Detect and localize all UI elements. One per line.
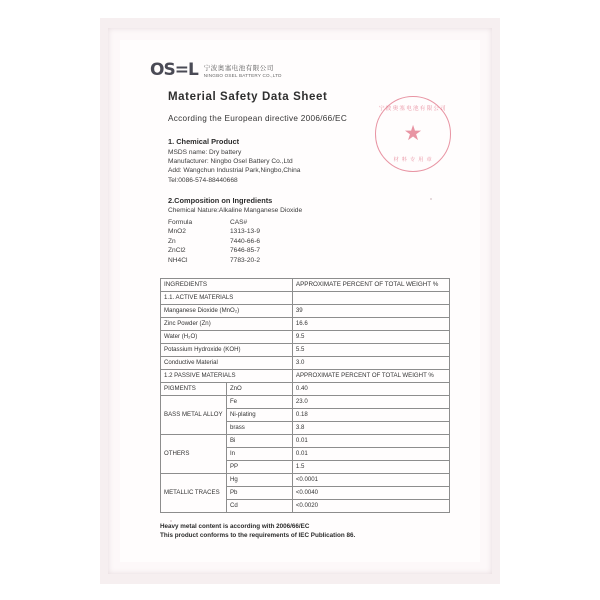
table-row [161, 473, 450, 486]
sub-name: Ni-plating [226, 408, 292, 421]
sub-value: 1.5 [292, 460, 449, 473]
table-row [161, 343, 450, 356]
section-composition [168, 196, 458, 216]
company-name-block [204, 65, 282, 79]
table-row [161, 304, 450, 317]
formula-name: ZnCl2 [168, 247, 186, 255]
passive-materials-label: 1.2 PASSIVE MATERIALS [161, 369, 293, 382]
formula-header-formula: Formula [168, 218, 193, 226]
footer-line-2: This product conforms to the requirements of IEC Publication 86. [160, 531, 356, 539]
section1-heading: 1. Chemical Product [168, 137, 240, 146]
group-label-bass-metal-alloy: BASS METAL ALLOY [161, 395, 227, 434]
star-icon: ★ [403, 122, 423, 146]
section2-subtitle: Chemical Nature:Alkaline Manganese Dioxide [168, 207, 303, 215]
formula-cas: 7440-66-6 [230, 237, 261, 245]
table-row [161, 356, 450, 369]
sub-value: <0.0020 [292, 499, 449, 512]
formula-header-row [168, 218, 458, 228]
sub-name: brass [226, 421, 292, 434]
active-materials-label: 1.1. ACTIVE MATERIALS [161, 291, 293, 304]
table-row-active-materials [161, 291, 450, 304]
sub-name: Pb [226, 486, 292, 499]
formula-name: Zn [168, 237, 176, 245]
table-header-row [161, 278, 450, 291]
sub-name: Fe [226, 395, 292, 408]
sub-value: 23.0 [292, 395, 449, 408]
sub-name: In [226, 447, 292, 460]
formula-cas: 7783-20-2 [230, 256, 261, 264]
formula-name: MnO2 [168, 228, 186, 236]
formula-row [168, 227, 458, 237]
section-spacer [150, 187, 458, 196]
sub-name: Hg [226, 473, 292, 486]
ingredient-name: Zinc Powder (Zn) [161, 317, 293, 330]
formula-row [168, 237, 458, 247]
table-header-ingredients: INGREDIENTS [161, 278, 293, 291]
sub-name: Cd [226, 499, 292, 512]
footer-line-1: Heavy metal content is according with 2006/66/EC [160, 522, 310, 530]
document-title: Material Safety Data Sheet [168, 91, 328, 103]
formula-cas: 7646-85-7 [230, 247, 261, 255]
seal-top-text: 宁波奥塞电池有限公司 [379, 106, 447, 112]
sub-value: 0.40 [292, 382, 449, 395]
section-chemical-product [168, 137, 458, 185]
table-row-passive-materials [161, 369, 450, 382]
passive-materials-header-value: APPROXIMATE PERCENT OF TOTAL WEIGHT % [292, 369, 449, 382]
sub-name: ZnO [226, 382, 292, 395]
ingredient-name: Conductive Material [161, 356, 293, 369]
letterhead [150, 62, 458, 79]
footer-note [160, 522, 444, 541]
table-row [161, 330, 450, 343]
ingredient-name: Manganese Dioxide (MnO₂) [161, 304, 293, 317]
formula-name: NH4Cl [168, 256, 188, 264]
composition-table [160, 278, 450, 513]
document-content [150, 62, 458, 540]
sub-value: 3.8 [292, 421, 449, 434]
sub-value: 0.18 [292, 408, 449, 421]
formula-row [168, 246, 458, 256]
section1-line-address: Add: Wangchun Industrial Park,Ningbo,China [168, 167, 301, 175]
company-name-english: NINGBO OSEL BATTERY CO.,LTD [203, 73, 282, 79]
seal-bottom-text: 材 料 专 用 章 [393, 157, 433, 163]
ingredient-value: 3.0 [292, 356, 449, 369]
section1-line-msds-name: MSDS name: Dry battery [168, 148, 242, 156]
group-label-pigments: PIGMENTS [161, 382, 227, 395]
formula-row [168, 256, 458, 266]
ingredient-name: Water (H₂O) [161, 330, 293, 343]
directive-line: According the European directive 2006/66/EC [168, 114, 348, 123]
ingredient-name: Potassium Hydroxide (KOH) [161, 343, 293, 356]
company-name-chinese: 宁波奥塞电池有限公司 [203, 65, 274, 73]
company-logo: OS=L [150, 60, 198, 80]
group-label-metallic-traces: METALLIC TRACES [161, 473, 227, 512]
table-row [161, 382, 450, 395]
ingredient-value: 39 [292, 304, 449, 317]
table-row [161, 395, 450, 408]
formula-header-cas: CAS# [230, 218, 248, 226]
group-label-others: OTHERS [161, 434, 227, 473]
section1-line-tel: Tel:0086-574-88440668 [168, 176, 238, 184]
ingredient-value: 16.6 [292, 317, 449, 330]
table-row [161, 317, 450, 330]
ingredient-value: 9.5 [292, 330, 449, 343]
sub-name: Bi [226, 434, 292, 447]
section2-heading: 2.Composition on Ingredients [168, 195, 273, 205]
sub-value: <0.0040 [292, 486, 449, 499]
formula-table [168, 218, 458, 266]
formula-cas: 1313-13-9 [230, 228, 261, 236]
sub-value: 0.01 [292, 434, 449, 447]
sub-name: PP [226, 460, 292, 473]
table-row [161, 434, 450, 447]
active-materials-blank [292, 291, 449, 304]
ingredient-value: 5.5 [292, 343, 449, 356]
section1-line-manufacturer: Manufacturer: Ningbo Osel Battery Co.,Ltd [168, 157, 293, 165]
sub-value: 0.01 [292, 447, 449, 460]
sub-value: <0.0001 [292, 473, 449, 486]
table-header-percent: APPROXIMATE PERCENT OF TOTAL WEIGHT % [292, 278, 449, 291]
